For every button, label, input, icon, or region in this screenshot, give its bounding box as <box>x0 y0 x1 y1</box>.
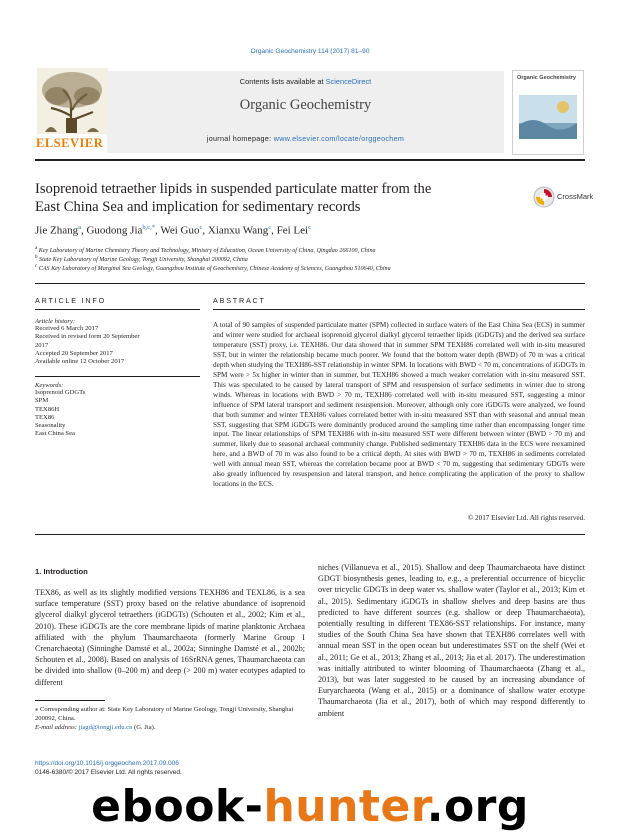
journal-homepage-line <box>107 134 504 143</box>
article-title-line-2: East China Sea and implication for sedimentary records <box>35 199 361 215</box>
article-info-divider <box>35 309 200 310</box>
author-affil-mark[interactable]: b,c,* <box>142 224 156 231</box>
contents-prefix: Contents lists available at <box>239 77 326 86</box>
history-line: Received in revised form 20 September <box>35 333 140 341</box>
keyword: East China Sea <box>35 430 75 438</box>
article-history <box>35 318 203 366</box>
affiliation-mark: b <box>35 255 38 260</box>
article-title <box>35 180 505 216</box>
contents-line <box>107 77 504 86</box>
author-name[interactable]: Fei Lei <box>276 224 309 237</box>
keyword: SPM <box>35 397 49 405</box>
cover-artwork-icon <box>519 95 577 139</box>
watermark-part: .org <box>426 781 529 832</box>
watermark-part: hunter <box>263 781 427 832</box>
affiliation-text: State Key Laboratory of Marine Geology, Tongji University, Shanghai 200092, China <box>39 257 248 264</box>
author-affil-mark[interactable]: a <box>78 224 81 231</box>
homepage-prefix: journal homepage: <box>206 134 274 143</box>
corresponding-author-note: ⁎ Corresponding author at: State Key Laboratory of Marine Geology, Tongji University, Shanghai 200092, China. <box>35 706 294 722</box>
history-line: Received 6 March 2017 <box>35 325 99 332</box>
abstract-divider <box>213 309 585 310</box>
email-line <box>35 724 305 733</box>
crossmark-label: CrossMark <box>557 192 594 201</box>
section-heading-introduction: 1. Introduction <box>35 567 88 576</box>
affiliations-divider <box>35 283 585 284</box>
author-list: Jie Zhang$^a$, Guodong Jia$^{b,c,*}$, Wei Guo$^c$, Xianxu Wang$^c$, Fei Lei$^c$ <box>35 224 311 237</box>
header-divider <box>35 159 585 161</box>
journal-reference[interactable]: Organic Geochemistry 114 (2017) 81–90 <box>250 48 370 55</box>
article-title-line-1: Isoprenoid tetraether lipids in suspended particulate matter from the <box>35 181 432 197</box>
affiliation-b <box>35 255 248 263</box>
doi-link[interactable]: https://doi.org/10.1016/j.orggeochem.2017.09.006 <box>35 760 179 767</box>
email-suffix: (G. Jia). <box>132 724 156 731</box>
watermark-part: ebook- <box>91 781 264 832</box>
keyword: Seasonality <box>35 422 66 430</box>
homepage-link[interactable]: www.elsevier.com/locate/orggeochem <box>273 134 405 143</box>
history-line: Available online 12 October 2017 <box>35 358 125 366</box>
keyword: TEX86 <box>35 413 55 421</box>
keyword: TEX86H <box>35 405 60 413</box>
email-link[interactable]: jiagd@tongji.edu.cn <box>78 724 133 731</box>
history-line: 2017 <box>35 341 49 349</box>
abstract-bottom-divider <box>35 534 585 535</box>
article-info-heading: ARTICLE INFO <box>35 296 106 305</box>
cover-title: Organic Geochemistry <box>517 75 576 81</box>
author-affil-mark[interactable]: c <box>268 224 272 231</box>
author-affil-mark[interactable]: c <box>308 224 311 231</box>
email-label: E-mail address: <box>35 724 79 731</box>
elsevier-wordmark: ELSEVIER <box>36 136 104 150</box>
crossmark-button[interactable] <box>533 186 593 208</box>
crossmark-icon <box>533 186 555 208</box>
affiliation-text: Key Laboratory of Marine Chemistry Theory and Technology, Ministry of Education, Ocean University of China, Qingdao 266100, China <box>38 248 376 255</box>
author-name[interactable]: Guodong Jia <box>86 224 143 237</box>
affiliation-text: CAS Key Laboratory of Marginal Sea Geology, Guangzhou Institute of Geochemistry, Chinese Academy of Sciences, Guangzhou 510640, China <box>38 266 391 273</box>
abstract-text: A total of 90 samples of suspended particulate matter (SPM) collected in surface waters of the East China Sea (ECS) in summer and winter were studied for archaeal isoprenoid glycerol dialkyl glycerol tetraether lipids (iGDGTs) and the derived sea surface temperature (SST) proxy, i.e. TEXH86. Our data showed that in summer SPM TEXH86 correlated well with in-situ measured SST, but in winter the relationship became much poorer. We found that the bottom water depth (BWD) of 70 m was a critical depth when studying the TEXH86-SST relationship in winter SPM. In locations with BWD < 70 m, concentrations of iGDGTs in SPM were > 5x higher in winter than in summer, but TEXH86 showed a much weaker correlation with in-situ measured SST. This was speculated to be caused by lateral transport of SPM and resuspension of surface sediments in winter due to strong winds. Whereas in locations with BWD > 70 m, TEXH86 correlated well with in-situ measured SST, suggesting a minor influence of SPM lateral transport and sediment resuspension. Moreover, although only core iGDGTs were analyzed, we found that both summer and winter TEXH86 values correlated better with in-situ measured SST than with seasonal and annual mean SST, suggesting that SPM iGDGTs were dominantly produced around the sampling time rather than encompassing longer time input. The linear relationships of SPM TEXH86 with in-situ measured SST were different between winter (BWD > 70 m) and summer, likely due to seasonal archaeal community change. Published sedimentary TEXH86 data in the ECS were reexamined here, and a BWD of 70 m was also found to be a critical depth. At sites with BWD > 70 m, TEXH86 in sediments correlated well with annual mean SST, whereas the correlation became poor at BWD < 70 m, suggesting that sedimentary GDGTs were also greatly influenced by resuspension and lateral transport, and hence complicating the application of the proxy to shallow locations in the ECS. <box>213 321 586 489</box>
keywords-block <box>35 382 203 439</box>
history-line: Accepted 20 September 2017 <box>35 349 113 357</box>
keywords-divider <box>35 376 200 377</box>
affiliation-c <box>35 264 391 272</box>
body-column-left: TEX86, as well as its slightly modified versions TEXH86 and TEXL86, is a sea surface temperature (SST) proxy based on the relative abundance of isoprenoid glycerol dialkyl glycerol tetraethers (iGDGTs) (Schouten et al., 2002; Kim et al., 2010). These iGDGTs are the core membrane lipids of marine planktonic Archaea affiliated with the phylum Thaumarchaeota (formerly Marine Group I Crenarchaeota) (Sinninghe Damsté et al., 2002a; Sinninghe Damsté et al., 2002b; Schouten et al., 2008). Based on analysis of 16SrRNA genes, Thaumarchaeota can be divided into shallow (0–200 m) and deep (> 200 m) water ecotypes adapted to different <box>35 588 305 687</box>
footnote-divider <box>35 700 105 701</box>
keyword: Isoprenoid GDGTs <box>35 389 86 396</box>
affiliation-mark: c <box>35 264 38 269</box>
abstract-heading: ABSTRACT <box>213 296 266 305</box>
abstract-copyright: © 2017 Elsevier Ltd. All rights reserved. <box>467 514 585 522</box>
author-name[interactable]: Xianxu Wang <box>207 224 269 237</box>
journal-title: Organic Geochemistry <box>239 97 372 113</box>
author-affil-mark[interactable]: c <box>199 224 203 231</box>
author-name[interactable]: Jie Zhang <box>35 224 79 237</box>
issn-line: 0146-6380/© 2017 Elsevier Ltd. All rights reserved. <box>35 769 182 776</box>
affiliation-mark: a <box>35 246 38 251</box>
site-watermark <box>0 781 620 832</box>
affiliation-a <box>35 246 376 254</box>
keywords-label: Keywords: <box>35 382 64 389</box>
author-name[interactable]: Wei Guo <box>160 224 200 237</box>
sciencedirect-link[interactable]: ScienceDirect <box>325 77 372 86</box>
history-label: Article history: <box>35 318 76 325</box>
body-column-right: niches (Villanueva et al., 2015). Shallow and deep Thaumarchaeota have distinct GDGT biosynthesis genes, leading to, e.g., a preferential occurrence of bicyclic over tricyclic GDGTs in deep water vs. shallow water (Taylor et al., 2013; Kim et al., 2015). Sedimentary iGDGTs in shallow shelves and deep basins are thus predicted to have different sources (e.g. shallow or deep Thaumarchaeota), potentially resulting in different TEX86-SST relationships. For instance, many studies of the South China Sea have shown that TEXH86 correlates well with annual mean SST in the open ocean but underestimates SST on the shelf (Wei et al., 2011; Ge et al., 2013; Zhang et al., 2013; Jia et al. 2017). The underestimation was initially attributed to winter blooming of Thaumarchaeota (Zhang et al., 2013), but was later suggested to be caused by an increasing abundance of Euryarchaeota (Wang et al., 2015) or a dominance of shallow water ecotype Thaumarchaeota (Jia et al., 2017), both of which may respond differently to ambient <box>318 563 585 718</box>
journal-cover-thumbnail <box>512 70 584 155</box>
